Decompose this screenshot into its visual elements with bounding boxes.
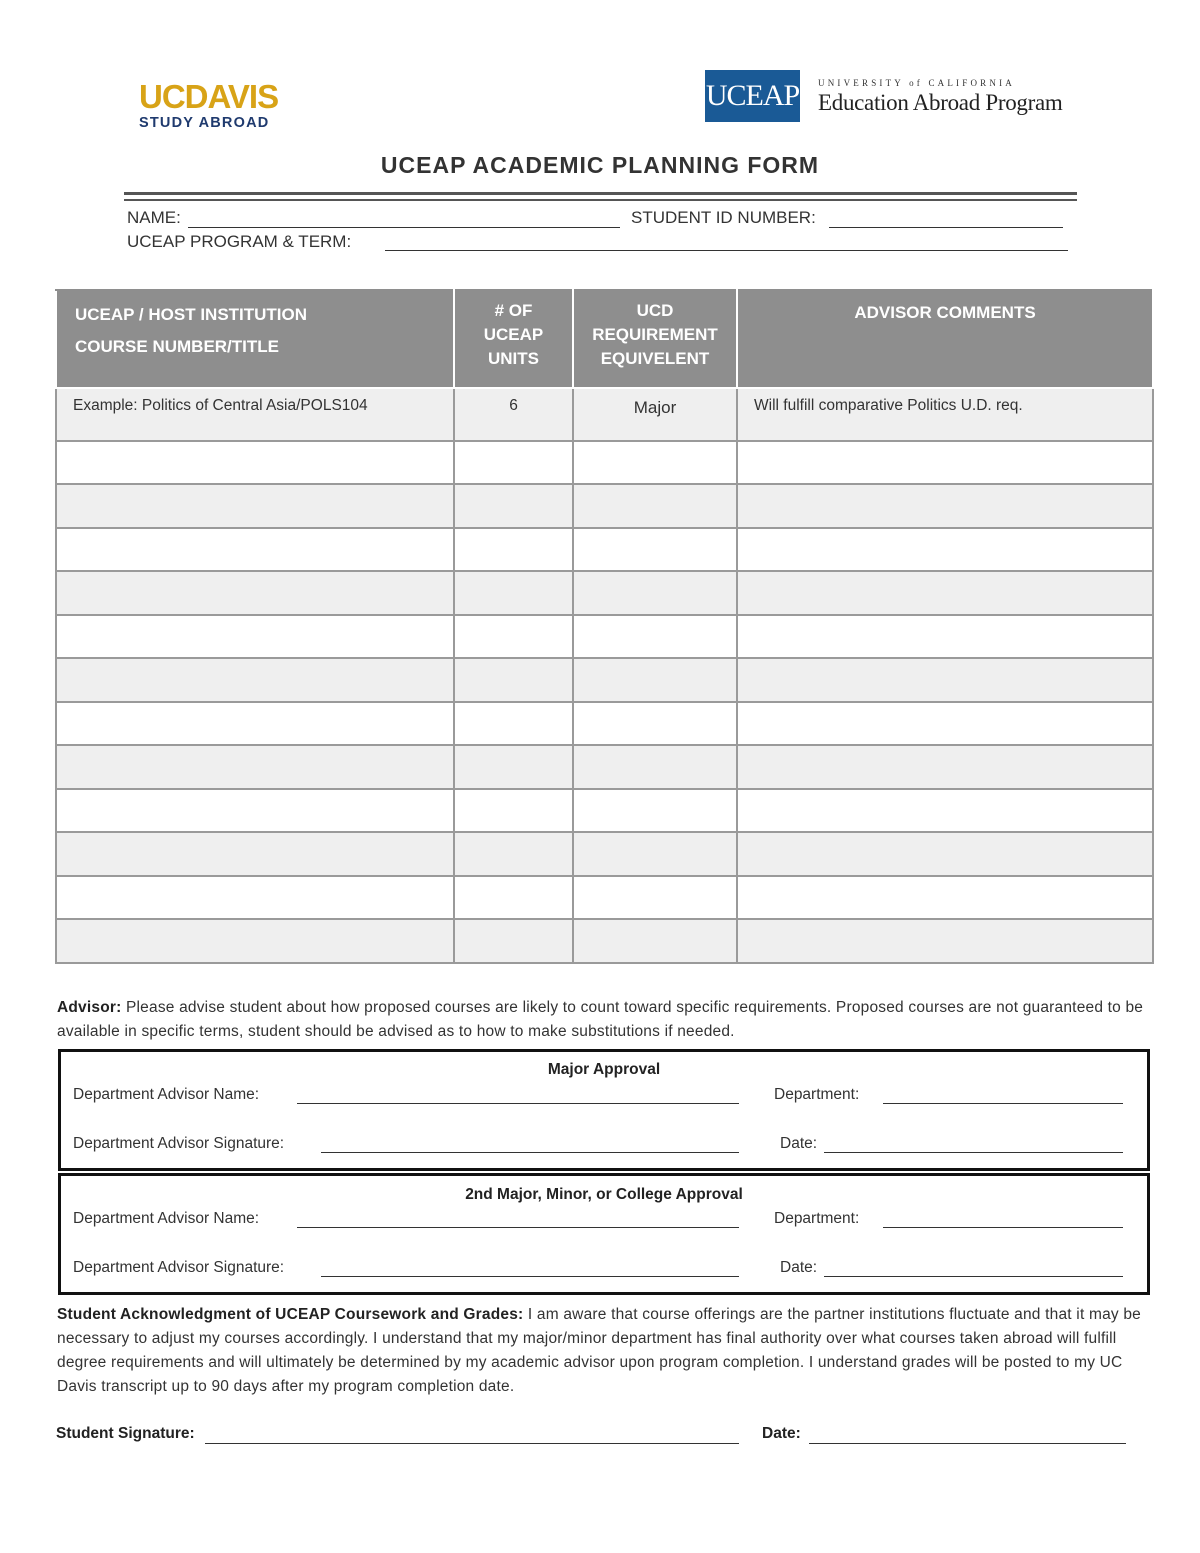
course-cell[interactable] bbox=[56, 876, 454, 920]
table-header-row bbox=[56, 290, 1153, 388]
comments-cell[interactable] bbox=[737, 919, 1153, 963]
comments-cell[interactable] bbox=[737, 484, 1153, 528]
major-department-label: Department: bbox=[774, 1086, 860, 1103]
table-row bbox=[56, 789, 1153, 833]
second-department-field[interactable] bbox=[883, 1227, 1123, 1228]
comments-cell[interactable] bbox=[737, 745, 1153, 789]
table-row bbox=[56, 832, 1153, 876]
second-date-label: Date: bbox=[780, 1259, 818, 1276]
table-row bbox=[56, 484, 1153, 528]
units-cell[interactable] bbox=[454, 919, 573, 963]
advisor-note-label: Advisor: bbox=[57, 999, 122, 1016]
course-cell[interactable] bbox=[56, 615, 454, 659]
requirement-cell[interactable] bbox=[573, 571, 737, 615]
title-rule-thick bbox=[124, 192, 1077, 195]
units-cell[interactable] bbox=[454, 571, 573, 615]
requirement-cell[interactable] bbox=[573, 745, 737, 789]
student-signature-field[interactable] bbox=[205, 1443, 739, 1444]
example-comments: Will fulfill comparative Politics U.D. req. bbox=[737, 388, 1153, 441]
example-course: Example: Politics of Central Asia/POLS104 bbox=[56, 388, 454, 441]
header-course: UCEAP / HOST INSTITUTION COURSE NUMBER/TITLE bbox=[56, 290, 454, 388]
page-title: UCEAP ACADEMIC PLANNING FORM bbox=[380, 152, 820, 178]
major-advisor-signature-field[interactable] bbox=[321, 1152, 739, 1153]
student-date-field[interactable] bbox=[809, 1443, 1126, 1444]
requirement-cell[interactable] bbox=[573, 789, 737, 833]
requirement-cell[interactable] bbox=[573, 919, 737, 963]
example-requirement: Major bbox=[573, 388, 737, 441]
second-advisor-name-field[interactable] bbox=[297, 1227, 739, 1228]
units-cell[interactable] bbox=[454, 528, 573, 572]
second-approval-title: 2nd Major, Minor, or College Approval bbox=[465, 1186, 743, 1203]
major-approval-box bbox=[58, 1049, 1150, 1171]
units-cell[interactable] bbox=[454, 615, 573, 659]
requirement-cell[interactable] bbox=[573, 484, 737, 528]
second-advisor-name-label: Department Advisor Name: bbox=[73, 1210, 260, 1227]
table-row bbox=[56, 919, 1153, 963]
course-cell[interactable] bbox=[56, 528, 454, 572]
comments-cell[interactable] bbox=[737, 528, 1153, 572]
course-cell[interactable] bbox=[56, 702, 454, 746]
ucdavis-logo bbox=[139, 80, 289, 131]
name-field[interactable] bbox=[188, 227, 620, 228]
second-advisor-signature-field[interactable] bbox=[321, 1276, 739, 1277]
header-units: # OF UCEAP UNITS bbox=[454, 290, 573, 388]
uceap-logo-text bbox=[818, 78, 1062, 116]
requirement-cell[interactable] bbox=[573, 702, 737, 746]
student-acknowledgment bbox=[57, 1303, 1152, 1399]
course-cell[interactable] bbox=[56, 832, 454, 876]
major-advisor-name-field[interactable] bbox=[297, 1103, 739, 1104]
student-id-field[interactable] bbox=[829, 227, 1063, 228]
acknowledgment-text: I am aware that course offerings are the partner institutions fluctuate and that it may be necessary to adjust my courses accordingly. I understand that my major/minor department has final authority over what courses taken abroad will fulfill degree requirements and will ultimately be determined by my academic advisor upon program completion. I understand grades will be posted to my UC Davis transcript up to 90 days after my program completion date. bbox=[57, 1306, 1141, 1395]
second-approval-box bbox=[58, 1173, 1150, 1295]
uceap-logo-mark: UCEAP bbox=[705, 70, 800, 122]
ucdavis-study-abroad: STUDY ABROAD bbox=[139, 115, 270, 131]
major-advisor-name-label: Department Advisor Name: bbox=[73, 1086, 260, 1103]
uc-university-line: UNIVERSITY of CALIFORNIA bbox=[818, 78, 1015, 88]
table-row bbox=[56, 658, 1153, 702]
course-cell[interactable] bbox=[56, 919, 454, 963]
comments-cell[interactable] bbox=[737, 876, 1153, 920]
units-cell[interactable] bbox=[454, 658, 573, 702]
course-cell[interactable] bbox=[56, 484, 454, 528]
requirement-cell[interactable] bbox=[573, 658, 737, 702]
units-cell[interactable] bbox=[454, 745, 573, 789]
acknowledgment-label: Student Acknowledgment of UCEAP Coursework and Grades: bbox=[57, 1306, 524, 1323]
comments-cell[interactable] bbox=[737, 658, 1153, 702]
course-planning-table bbox=[55, 289, 1154, 964]
name-label: NAME: bbox=[127, 208, 181, 227]
table-row bbox=[56, 702, 1153, 746]
header-requirement: UCD REQUIREMENT EQUIVELENT bbox=[573, 290, 737, 388]
units-cell[interactable] bbox=[454, 702, 573, 746]
requirement-cell[interactable] bbox=[573, 528, 737, 572]
requirement-cell[interactable] bbox=[573, 441, 737, 485]
comments-cell[interactable] bbox=[737, 702, 1153, 746]
comments-cell[interactable] bbox=[737, 571, 1153, 615]
table-row bbox=[56, 615, 1153, 659]
course-cell[interactable] bbox=[56, 441, 454, 485]
major-department-field[interactable] bbox=[883, 1103, 1123, 1104]
advisor-note-text: Please advise student about how proposed courses are likely to count toward specific requirements. Proposed courses are not guaranteed to be available in specific terms, student should be advised as to how to make substitutions if needed. bbox=[57, 999, 1144, 1040]
student-signature-label: Student Signature: bbox=[56, 1425, 195, 1442]
title-rule-thin bbox=[124, 199, 1077, 201]
program-term-label: UCEAP PROGRAM & TERM: bbox=[127, 232, 352, 251]
student-id-label: STUDENT ID NUMBER: bbox=[631, 208, 816, 227]
example-units: 6 bbox=[454, 388, 573, 441]
table-row bbox=[56, 876, 1153, 920]
table-row bbox=[56, 571, 1153, 615]
units-cell[interactable] bbox=[454, 789, 573, 833]
table-row bbox=[56, 528, 1153, 572]
comments-cell[interactable] bbox=[737, 832, 1153, 876]
course-cell[interactable] bbox=[56, 658, 454, 702]
advisor-note bbox=[57, 996, 1152, 1044]
requirement-cell[interactable] bbox=[573, 615, 737, 659]
program-term-field[interactable] bbox=[385, 250, 1068, 251]
units-cell[interactable] bbox=[454, 876, 573, 920]
units-cell[interactable] bbox=[454, 441, 573, 485]
header-advisor-comments: ADVISOR COMMENTS bbox=[737, 290, 1153, 388]
major-date-field[interactable] bbox=[824, 1152, 1123, 1153]
second-date-field[interactable] bbox=[824, 1276, 1123, 1277]
course-cell[interactable] bbox=[56, 789, 454, 833]
education-abroad-program-line: Education Abroad Program bbox=[818, 90, 1063, 115]
example-row bbox=[56, 388, 1153, 441]
course-cell[interactable] bbox=[56, 571, 454, 615]
requirement-cell[interactable] bbox=[573, 876, 737, 920]
major-advisor-signature-label: Department Advisor Signature: bbox=[73, 1135, 285, 1152]
units-cell[interactable] bbox=[454, 484, 573, 528]
table-row bbox=[56, 745, 1153, 789]
comments-cell[interactable] bbox=[737, 615, 1153, 659]
second-department-label: Department: bbox=[774, 1210, 860, 1227]
table-row bbox=[56, 441, 1153, 485]
second-advisor-signature-label: Department Advisor Signature: bbox=[73, 1259, 285, 1276]
comments-cell[interactable] bbox=[737, 789, 1153, 833]
major-date-label: Date: bbox=[780, 1135, 818, 1152]
comments-cell[interactable] bbox=[737, 441, 1153, 485]
units-cell[interactable] bbox=[454, 832, 573, 876]
course-cell[interactable] bbox=[56, 745, 454, 789]
requirement-cell[interactable] bbox=[573, 832, 737, 876]
ucdavis-wordmark: UCDAVIS bbox=[139, 78, 279, 115]
student-date-label: Date: bbox=[762, 1425, 801, 1442]
major-approval-title: Major Approval bbox=[547, 1061, 661, 1078]
